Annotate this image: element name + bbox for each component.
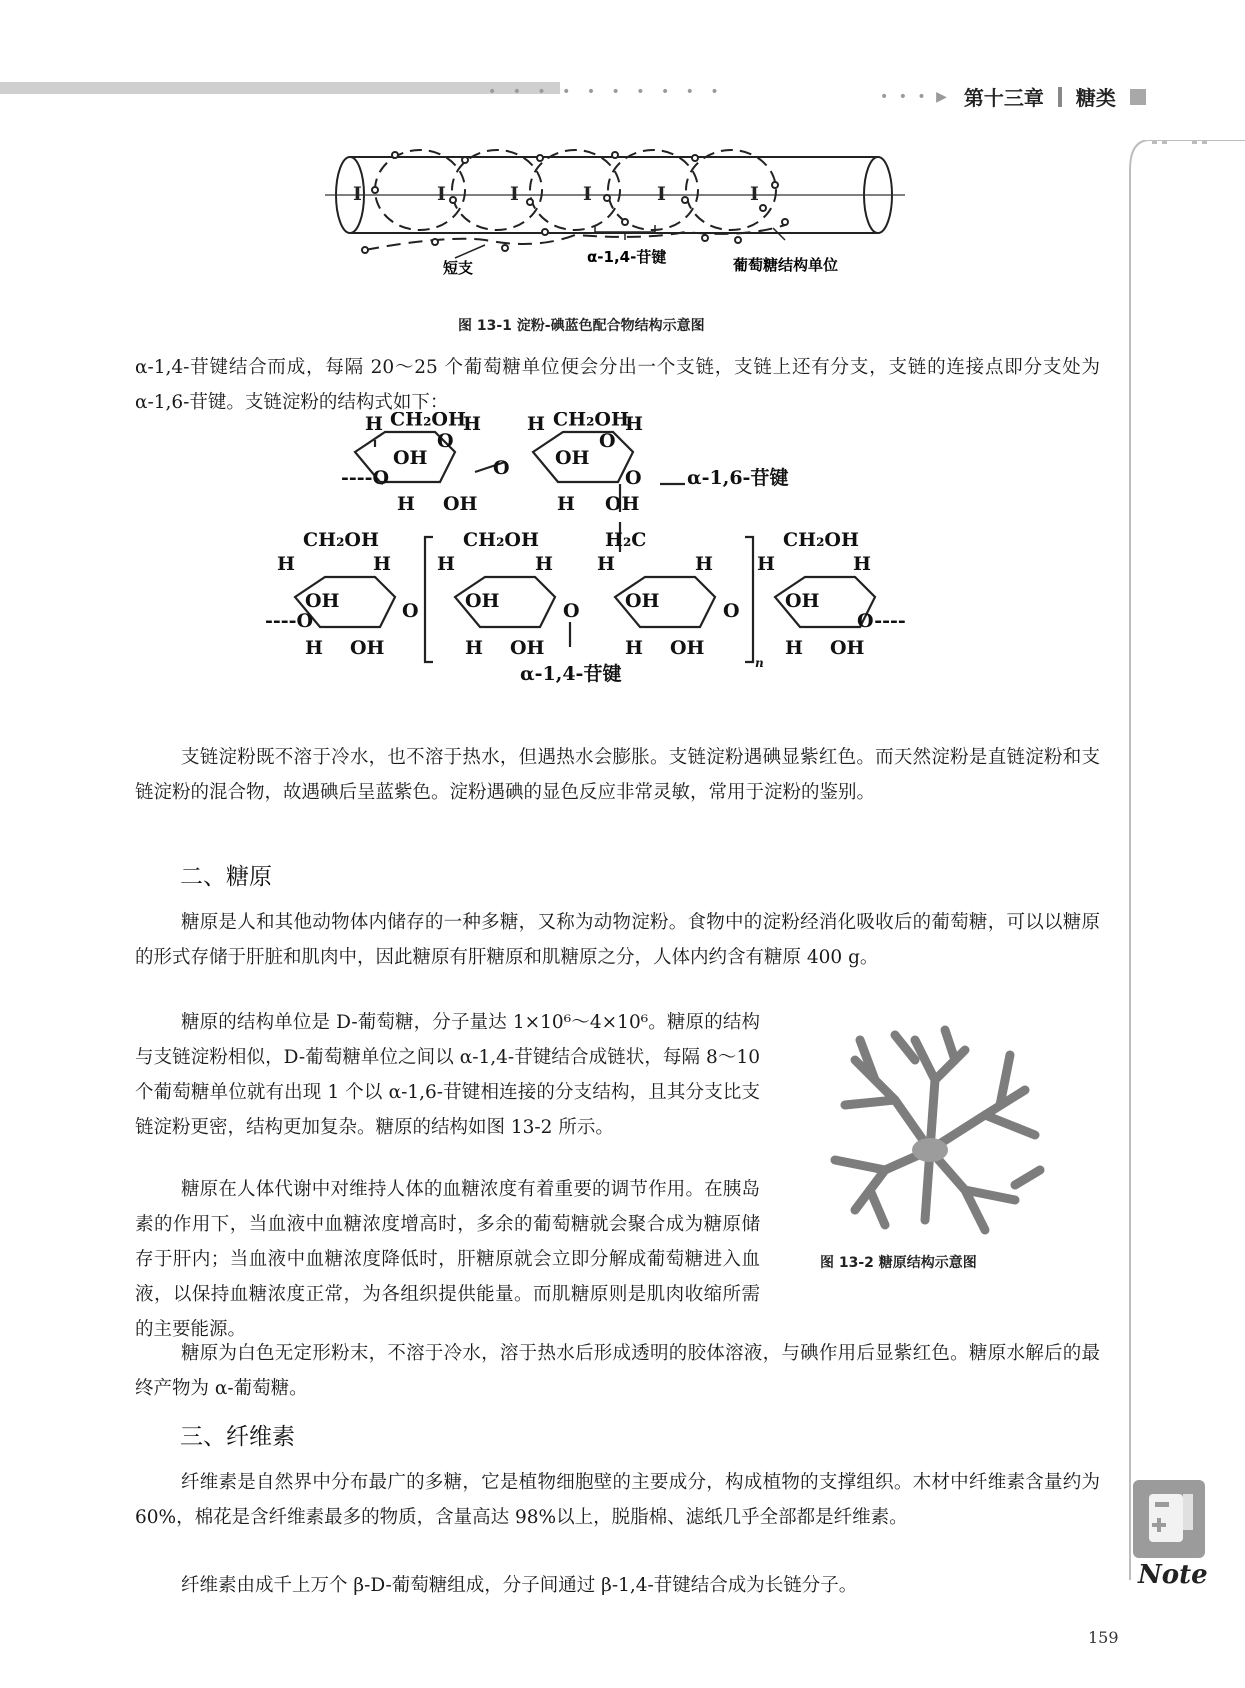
struct-o: O	[599, 430, 616, 452]
struct-oh: OH	[393, 447, 428, 469]
iodine-label: I	[353, 183, 362, 205]
header-square-icon	[1130, 89, 1146, 105]
section-heading: 三、纤维素	[180, 1424, 295, 1450]
struct-o-end: O----	[857, 610, 906, 632]
iodine-label: I	[750, 183, 759, 205]
header-arrow-icon: • • • ▶	[880, 88, 950, 105]
struct-oh: OH	[670, 637, 705, 659]
struct-o: O	[493, 457, 510, 479]
struct-o-end: ----O	[265, 610, 314, 632]
struct-ch2oh: CH₂OH	[390, 412, 466, 431]
struct-oh: OH	[785, 590, 820, 612]
figure-glycogen	[815, 1020, 1055, 1245]
iodine-label: I	[583, 183, 592, 205]
figure-starch-iodine	[325, 140, 905, 290]
struct-h: H	[557, 493, 575, 515]
label-short-branch: 短支	[443, 259, 474, 277]
struct-h: H	[527, 413, 545, 435]
struct-h: H	[465, 637, 483, 659]
paragraph: 支链淀粉既不溶于冷水，也不溶于热水，但遇热水会膨胀。支链淀粉遇碘显紫红色。而天然淀粉是直链淀粉和支链淀粉的混合物，故遇碘后呈蓝紫色。淀粉遇碘的显色反应非常灵敏，常用于淀粉的鉴别。	[135, 747, 1100, 803]
figure1-caption: 图 13-1 淀粉-碘蓝色配合物结构示意图	[458, 318, 705, 334]
struct-ch2oh: CH₂OH	[303, 529, 379, 551]
paragraph: α-1,4-苷键结合而成，每隔 20～25 个葡萄糖单位便会分出一个支链，支链上还有分支，支链的连接点即分支处为 α-1,6-苷键。支链淀粉的结构式如下：	[135, 357, 1100, 413]
side-tab-decoration	[1110, 140, 1245, 1580]
struct-h: H	[625, 637, 643, 659]
struct-o: O	[723, 600, 740, 622]
paragraph: 糖原为白色无定形粉末，不溶于冷水，溶于热水后形成透明的胶体溶液，与碘作用后显紫红色。糖原水解后的最终产物为 α-葡萄糖。	[135, 1343, 1100, 1399]
paragraph: 纤维素是自然界中分布最广的多糖，它是植物细胞壁的主要成分，构成植物的支撑组织。木材中纤维素含量约为 60%，棉花是含纤维素最多的物质，含量高达 98%以上，脱脂棉、滤纸几乎全部都是纤维素。	[135, 1472, 1100, 1528]
struct-h: H	[373, 553, 391, 575]
struct-oh: OH	[625, 590, 660, 612]
struct-o: O	[437, 430, 454, 452]
paragraph: 糖原在人体代谢中对维持人体的血糖浓度有着重要的调节作用。在胰岛素的作用下，当血液中血糖浓度增高时，多余的葡萄糖就会聚合成为糖原储存于肝内；当血液中血糖浓度降低时，肝糖原就会立即分解成葡萄糖进入血液，以保持血糖浓度正常，为各组织提供能量。而肌糖原则是肌肉收缩所需的主要能源。	[135, 1179, 760, 1340]
label-bond: α-1,4-苷键	[587, 248, 667, 266]
header-bar	[0, 82, 560, 94]
chapter-header	[880, 82, 1146, 111]
struct-o: O	[402, 600, 419, 622]
amylopectin-structure	[265, 412, 965, 737]
struct-oh: OH	[350, 637, 385, 659]
header-separator	[1058, 87, 1062, 107]
struct-h: H	[535, 553, 553, 575]
section-heading: 二、糖原	[180, 864, 272, 890]
struct-oh: OH	[830, 637, 865, 659]
chapter-title: 第十三章	[963, 86, 1044, 110]
struct-h: H	[463, 413, 481, 435]
struct-h: H	[853, 553, 871, 575]
struct-h: H	[365, 413, 383, 435]
chapter-topic: 糖类	[1075, 86, 1116, 110]
struct-h: H	[785, 637, 803, 659]
struct-subscript-n: n	[755, 656, 764, 670]
struct-ch2oh: CH₂OH	[783, 529, 859, 551]
struct-h: H	[625, 413, 643, 435]
struct-h: H	[397, 493, 415, 515]
paragraph: 纤维素由成千上万个 β-D-葡萄糖组成，分子间通过 β-1,4-苷键结合成为长链分子。	[181, 1575, 858, 1596]
struct-h: H	[695, 553, 713, 575]
label-bond-16: α-1,6-苷键	[687, 467, 789, 489]
struct-h: H	[305, 637, 323, 659]
struct-h: H	[437, 553, 455, 575]
note-icon	[1133, 1480, 1205, 1558]
struct-oh: OH	[555, 447, 590, 469]
struct-oh: OH	[605, 493, 640, 515]
struct-o: O	[625, 467, 642, 489]
struct-oh: OH	[443, 493, 478, 515]
struct-o: O	[563, 600, 580, 622]
label-glucose-unit: 葡萄糖结构单位	[733, 256, 839, 274]
struct-h: H	[597, 553, 615, 575]
iodine-label: I	[657, 183, 666, 205]
note-label: Note	[1138, 1560, 1208, 1590]
header-dots: • • • • • • • • • •	[488, 84, 725, 100]
struct-h: H	[277, 553, 295, 575]
struct-ch2oh: CH₂OH	[553, 412, 629, 431]
figure2-caption: 图 13-2 糖原结构示意图	[820, 1255, 977, 1271]
struct-h: H	[757, 553, 775, 575]
struct-oh: OH	[305, 590, 340, 612]
label-bond-14: α-1,4-苷键	[520, 663, 622, 685]
struct-oh: OH	[465, 590, 500, 612]
struct-o-end: ----O	[341, 467, 390, 489]
struct-h2c: H₂C	[605, 529, 647, 551]
iodine-label: I	[437, 183, 446, 205]
paragraph: 糖原的结构单位是 D-葡萄糖，分子量达 1×10⁶～4×10⁶。糖原的结构与支链淀粉相似，D-葡萄糖单位之间以 α-1,4-苷键结合成链状，每隔 8～10 个葡萄糖单位就有出现 1 个以 α-1,6-苷键相连接的分支结构，且其分支比支链淀粉更密，结构更加复杂。糖原的结构如图 13-2 所示。	[135, 1012, 760, 1138]
page-number: 159	[1088, 1628, 1119, 1647]
struct-ch2oh: CH₂OH	[463, 529, 539, 551]
struct-oh: OH	[510, 637, 545, 659]
iodine-label: I	[510, 183, 519, 205]
paragraph: 糖原是人和其他动物体内储存的一种多糖，又称为动物淀粉。食物中的淀粉经消化吸收后的葡萄糖，可以以糖原的形式存储于肝脏和肌肉中，因此糖原有肝糖原和肌糖原之分，人体内约含有糖原 400 g。	[135, 912, 1100, 968]
